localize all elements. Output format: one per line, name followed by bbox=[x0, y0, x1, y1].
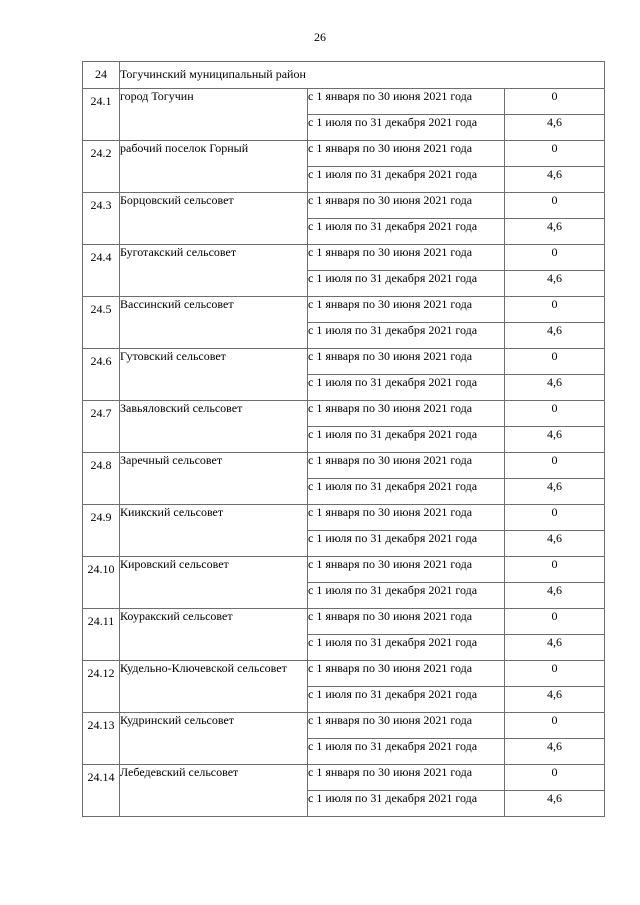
period-cell: с 1 июля по 31 декабря 2021 года bbox=[308, 427, 505, 453]
row-number: 24.8 bbox=[83, 453, 120, 505]
value-cell: 0 bbox=[505, 453, 605, 479]
value-cell: 0 bbox=[505, 713, 605, 739]
district-header-row bbox=[83, 62, 605, 89]
row-number: 24.13 bbox=[83, 713, 120, 765]
settlement-name: Коуракский сельсовет bbox=[120, 609, 308, 661]
value-cell: 0 bbox=[505, 661, 605, 687]
period-cell: с 1 июля по 31 декабря 2021 года bbox=[308, 219, 505, 245]
value-cell: 4,6 bbox=[505, 375, 605, 401]
period-cell: с 1 января по 30 июня 2021 года bbox=[308, 141, 505, 167]
table-row bbox=[83, 349, 605, 375]
row-number: 24.1 bbox=[83, 89, 120, 141]
period-cell: с 1 января по 30 июня 2021 года bbox=[308, 661, 505, 687]
value-cell: 4,6 bbox=[505, 635, 605, 661]
table-row bbox=[83, 713, 605, 739]
table-row bbox=[83, 193, 605, 219]
value-cell: 4,6 bbox=[505, 115, 605, 141]
table-row bbox=[83, 401, 605, 427]
value-cell: 4,6 bbox=[505, 323, 605, 349]
settlement-name: Кудринский сельсовет bbox=[120, 713, 308, 765]
table-row bbox=[83, 453, 605, 479]
page-number: 26 bbox=[314, 30, 326, 44]
row-number: 24.4 bbox=[83, 245, 120, 297]
district-name: Тогучинский муниципальный район bbox=[120, 62, 605, 89]
value-cell: 0 bbox=[505, 89, 605, 115]
period-cell: с 1 января по 30 июня 2021 года bbox=[308, 401, 505, 427]
period-cell: с 1 июля по 31 декабря 2021 года bbox=[308, 687, 505, 713]
period-cell: с 1 января по 30 июня 2021 года bbox=[308, 297, 505, 323]
row-number: 24.14 bbox=[83, 765, 120, 817]
period-cell: с 1 июля по 31 декабря 2021 года bbox=[308, 323, 505, 349]
value-cell: 0 bbox=[505, 297, 605, 323]
table-row bbox=[83, 89, 605, 115]
period-cell: с 1 января по 30 июня 2021 года bbox=[308, 89, 505, 115]
value-cell: 4,6 bbox=[505, 271, 605, 297]
period-cell: с 1 июля по 31 декабря 2021 года bbox=[308, 531, 505, 557]
table-row bbox=[83, 661, 605, 687]
row-number: 24.9 bbox=[83, 505, 120, 557]
table-row bbox=[83, 245, 605, 271]
row-number: 24.11 bbox=[83, 609, 120, 661]
period-cell: с 1 июля по 31 декабря 2021 года bbox=[308, 583, 505, 609]
settlement-name: Кировский сельсовет bbox=[120, 557, 308, 609]
row-number: 24.3 bbox=[83, 193, 120, 245]
period-cell: с 1 июля по 31 декабря 2021 года bbox=[308, 479, 505, 505]
table-row bbox=[83, 141, 605, 167]
settlement-name: Борцовский сельсовет bbox=[120, 193, 308, 245]
settlement-name: рабочий поселок Горный bbox=[120, 141, 308, 193]
settlement-name: Киикский сельсовет bbox=[120, 505, 308, 557]
table-row bbox=[83, 505, 605, 531]
value-cell: 0 bbox=[505, 193, 605, 219]
period-cell: с 1 июля по 31 декабря 2021 года bbox=[308, 271, 505, 297]
value-cell: 0 bbox=[505, 141, 605, 167]
period-cell: с 1 января по 30 июня 2021 года bbox=[308, 557, 505, 583]
value-cell: 0 bbox=[505, 245, 605, 271]
value-cell: 4,6 bbox=[505, 687, 605, 713]
period-cell: с 1 июля по 31 декабря 2021 года bbox=[308, 635, 505, 661]
table-row bbox=[83, 297, 605, 323]
period-cell: с 1 июля по 31 декабря 2021 года bbox=[308, 115, 505, 141]
period-cell: с 1 января по 30 июня 2021 года bbox=[308, 453, 505, 479]
period-cell: с 1 января по 30 июня 2021 года bbox=[308, 193, 505, 219]
period-cell: с 1 января по 30 июня 2021 года bbox=[308, 765, 505, 791]
table-body bbox=[83, 62, 605, 817]
row-number: 24.6 bbox=[83, 349, 120, 401]
value-cell: 4,6 bbox=[505, 531, 605, 557]
period-cell: с 1 января по 30 июня 2021 года bbox=[308, 609, 505, 635]
settlement-name: Заречный сельсовет bbox=[120, 453, 308, 505]
settlement-name: Завьяловский сельсовет bbox=[120, 401, 308, 453]
value-cell: 0 bbox=[505, 505, 605, 531]
settlement-name: город Тогучин bbox=[120, 89, 308, 141]
value-cell: 0 bbox=[505, 765, 605, 791]
period-cell: с 1 января по 30 июня 2021 года bbox=[308, 349, 505, 375]
period-cell: с 1 июля по 31 декабря 2021 года bbox=[308, 791, 505, 817]
district-number: 24 bbox=[83, 62, 120, 89]
row-number: 24.2 bbox=[83, 141, 120, 193]
period-cell: с 1 июля по 31 декабря 2021 года bbox=[308, 739, 505, 765]
value-cell: 0 bbox=[505, 609, 605, 635]
settlements-table bbox=[82, 61, 605, 817]
value-cell: 4,6 bbox=[505, 583, 605, 609]
period-cell: с 1 июля по 31 декабря 2021 года bbox=[308, 167, 505, 193]
period-cell: с 1 июля по 31 декабря 2021 года bbox=[308, 375, 505, 401]
row-number: 24.5 bbox=[83, 297, 120, 349]
period-cell: с 1 января по 30 июня 2021 года bbox=[308, 505, 505, 531]
value-cell: 4,6 bbox=[505, 739, 605, 765]
settlement-name: Буготакский сельсовет bbox=[120, 245, 308, 297]
value-cell: 4,6 bbox=[505, 479, 605, 505]
settlement-name: Лебедевский сельсовет bbox=[120, 765, 308, 817]
period-cell: с 1 января по 30 июня 2021 года bbox=[308, 713, 505, 739]
value-cell: 0 bbox=[505, 401, 605, 427]
value-cell: 4,6 bbox=[505, 167, 605, 193]
period-cell: с 1 января по 30 июня 2021 года bbox=[308, 245, 505, 271]
table-row bbox=[83, 609, 605, 635]
row-number: 24.12 bbox=[83, 661, 120, 713]
row-number: 24.7 bbox=[83, 401, 120, 453]
value-cell: 0 bbox=[505, 349, 605, 375]
settlement-name: Кудельно-Ключевской сельсовет bbox=[120, 661, 308, 713]
row-number: 24.10 bbox=[83, 557, 120, 609]
table-row bbox=[83, 557, 605, 583]
settlement-name: Гутовский сельсовет bbox=[120, 349, 308, 401]
value-cell: 4,6 bbox=[505, 427, 605, 453]
table-row bbox=[83, 765, 605, 791]
value-cell: 0 bbox=[505, 557, 605, 583]
settlement-name: Вассинский сельсовет bbox=[120, 297, 308, 349]
value-cell: 4,6 bbox=[505, 219, 605, 245]
value-cell: 4,6 bbox=[505, 791, 605, 817]
